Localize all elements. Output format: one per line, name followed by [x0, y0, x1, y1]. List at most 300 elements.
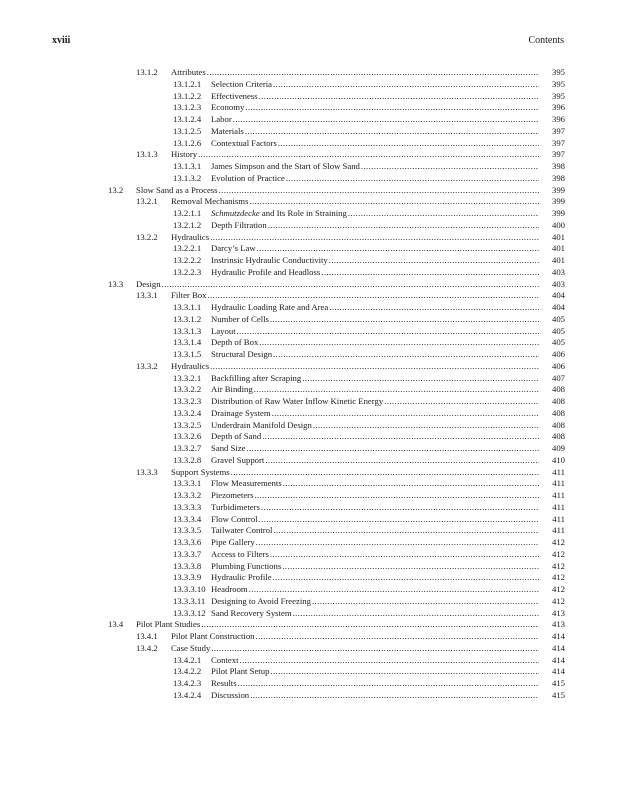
toc-entry-title — [211, 666, 270, 678]
dot-leader — [207, 67, 539, 79]
running-title: Contents — [528, 35, 564, 46]
toc-entry-title-line — [211, 102, 565, 114]
toc-entry-title — [211, 525, 273, 537]
toc-entry-number: 13.3.2.4 — [173, 407, 202, 418]
toc-entry-title — [211, 678, 238, 690]
toc-entry[interactable] — [0, 643, 617, 655]
toc-entry-number: 13.2.2.1 — [173, 243, 202, 254]
toc-entry-title-line — [136, 279, 565, 291]
toc-entry-page: 397 — [551, 149, 565, 160]
toc-entry[interactable] — [0, 572, 617, 584]
toc-entry-number: 13.4.2.4 — [173, 689, 202, 700]
toc-entry-title-line — [171, 361, 565, 373]
toc-entry-page: 407 — [551, 372, 565, 383]
dot-leader — [278, 138, 539, 150]
toc-entry-title-line — [211, 161, 565, 173]
toc-entry-page: 412 — [551, 595, 565, 606]
dot-leader — [282, 561, 539, 573]
toc-entry[interactable] — [0, 243, 617, 255]
toc-entry-title — [211, 596, 312, 608]
toc-entry-title-line — [136, 185, 565, 197]
toc-entry-number: 13.1.2 — [136, 67, 158, 77]
toc-entry[interactable] — [0, 220, 617, 232]
toc-entry-title-text: Pilot Plant Setup — [211, 666, 270, 677]
dot-leader — [219, 185, 539, 197]
toc-entry-page: 396 — [551, 114, 565, 124]
toc-entry[interactable] — [0, 173, 617, 185]
toc-entry-title-line — [136, 619, 565, 631]
toc-entry-page: 409 — [551, 443, 565, 453]
toc-entry-title-text: Hydraulics — [171, 360, 210, 371]
toc-entry-title — [211, 243, 257, 255]
dot-leader — [245, 102, 539, 114]
toc-entry-title-line — [211, 655, 565, 667]
toc-entry[interactable] — [0, 431, 617, 443]
toc-entry-number: 13.2.1.1 — [173, 208, 202, 218]
page-header — [52, 35, 564, 49]
toc-entry-number: 13.1.2.6 — [173, 137, 202, 148]
toc-entry-page: 412 — [551, 560, 565, 571]
toc-entry[interactable] — [0, 302, 617, 314]
toc-entry[interactable] — [0, 149, 617, 161]
toc-entry-page: 414 — [551, 666, 565, 677]
toc-entry-title-text: Effectiveness — [211, 90, 258, 101]
toc-entry-title-line — [211, 584, 565, 596]
toc-entry-title-line — [211, 596, 565, 608]
toc-entry[interactable] — [0, 79, 617, 91]
dot-leader — [313, 420, 539, 432]
toc-entry-page: 408 — [551, 384, 565, 395]
dot-leader — [384, 396, 539, 408]
toc-entry-title-line — [211, 302, 565, 314]
toc-entry[interactable] — [0, 102, 617, 114]
toc-entry-title — [211, 173, 286, 185]
toc-entry[interactable] — [0, 326, 617, 338]
toc-entry-title-text: Backfilling after Scraping — [211, 372, 302, 383]
toc-entry-number: 13.3.2.6 — [173, 431, 202, 442]
toc-entry-page: 412 — [551, 548, 565, 559]
toc-entry-title-line — [211, 243, 565, 255]
toc-entry-title-line — [171, 631, 565, 643]
toc-entry-page: 401 — [551, 231, 565, 242]
dot-leader — [321, 267, 539, 279]
dot-leader — [247, 443, 539, 455]
toc-entry-title — [211, 326, 237, 338]
toc-entry-title-line — [211, 420, 565, 432]
toc-entry-title-text: and Its Role in Straining — [259, 208, 347, 218]
toc-entry-number: 13.2.2.3 — [173, 266, 202, 277]
toc-entry-title-text: Design — [136, 278, 161, 289]
toc-entry-page: 406 — [551, 349, 565, 359]
dot-leader — [245, 126, 539, 138]
toc-entry[interactable] — [0, 232, 617, 244]
toc-entry-title-line — [211, 267, 565, 279]
dot-leader — [329, 302, 539, 314]
toc-entry-title-text: Filter Box — [171, 290, 207, 301]
toc-entry-title — [211, 396, 384, 408]
toc-entry-title — [171, 149, 198, 161]
dot-leader — [201, 619, 539, 631]
toc-entry-title-line — [211, 79, 565, 91]
toc-entry-title-line — [211, 525, 565, 537]
toc-entry[interactable] — [0, 255, 617, 267]
toc-entry-title-text: Hydraulic Loading Rate and Area — [211, 302, 329, 312]
toc-entry-page: 404 — [551, 290, 565, 301]
toc-entry-title-text: Hydraulic Profile and Headloss — [211, 266, 321, 277]
dot-leader — [211, 643, 539, 655]
toc-entry-number: 13.3.3.1 — [173, 478, 202, 489]
toc-entry-title-line — [211, 173, 565, 185]
toc-entry-title — [211, 384, 254, 396]
toc-entry-page: 405 — [551, 325, 565, 336]
toc-entry-number: 13.2 — [108, 184, 124, 195]
toc-entry-title — [211, 655, 240, 667]
dot-leader — [273, 525, 539, 537]
toc-entry-number: 13.3.1 — [136, 290, 158, 301]
toc-entry-title-text: Gravel Support — [211, 454, 265, 465]
toc-entry-number: 13.3.1.1 — [173, 302, 202, 312]
toc-entry[interactable] — [0, 455, 617, 467]
toc-entry-number: 13.3.1.4 — [173, 337, 202, 348]
toc-entry-number: 13.4.2.2 — [173, 666, 202, 677]
toc-entry-number: 13.3.2.3 — [173, 396, 202, 406]
toc-entry-number: 13.1.3 — [136, 149, 158, 160]
toc-entry-title-text: Darcy’s Law — [211, 243, 256, 254]
toc-entry-title — [171, 361, 210, 373]
toc-entry[interactable] — [0, 490, 617, 502]
toc-entry-title — [211, 302, 329, 314]
toc-entry-number: 13.1.3.2 — [173, 172, 202, 183]
dot-leader — [254, 384, 539, 396]
dot-leader — [256, 537, 539, 549]
toc-entry[interactable] — [0, 525, 617, 537]
toc-entry-page: 415 — [551, 678, 565, 688]
dot-leader — [238, 678, 539, 690]
toc-entry-page: 403 — [551, 266, 565, 277]
toc-entry-title-line — [211, 208, 565, 220]
dot-leader — [240, 655, 539, 667]
toc-entry-number: 13.4.2.1 — [173, 654, 202, 665]
toc-entry[interactable] — [0, 373, 617, 385]
toc-entry[interactable] — [0, 467, 617, 479]
toc-entry-title — [211, 267, 321, 279]
toc-entry-number: 13.4 — [108, 619, 124, 630]
toc-entry-page: 400 — [551, 219, 565, 230]
dot-leader — [348, 208, 539, 220]
toc-entry-title-line — [211, 384, 565, 396]
toc-entry-title-text: Pilot Plant Studies — [136, 619, 201, 630]
toc-entry-title — [211, 314, 270, 326]
toc-entry-title — [171, 631, 256, 643]
toc-entry-page: 411 — [552, 478, 565, 489]
toc-entry-title-line — [171, 149, 565, 161]
toc-entry-title — [211, 102, 245, 114]
toc-entry[interactable] — [0, 631, 617, 643]
toc-entry-title-line — [211, 572, 565, 584]
toc-entry[interactable] — [0, 67, 617, 79]
toc-entry[interactable] — [0, 185, 617, 197]
toc-entry-title-text: Sand Recovery System — [211, 607, 292, 618]
dot-leader — [231, 467, 539, 479]
toc-entry-title — [136, 279, 162, 291]
toc-entry-page: 395 — [551, 78, 565, 89]
toc-entry-page: 399 — [551, 208, 565, 218]
toc-entry-page: 411 — [552, 501, 565, 512]
toc-entry-page: 399 — [551, 196, 565, 207]
toc-entry-title-line — [211, 326, 565, 338]
toc-entry-title-text: Sand Size — [211, 443, 246, 453]
toc-entry-title-text: Attributes — [171, 67, 206, 77]
toc-entry-number: 13.1.3.1 — [173, 161, 202, 171]
toc-entry-page: 411 — [552, 513, 565, 524]
toc-entry-title — [211, 514, 259, 526]
toc-entry-title-text: James Simpson and the Start of Slow Sand — [211, 161, 360, 171]
dot-leader — [270, 666, 539, 678]
toc-entry-number: 13.2.1 — [136, 196, 158, 207]
toc-entry-title-line — [211, 666, 565, 678]
dot-leader — [256, 631, 539, 643]
dot-leader — [254, 490, 539, 502]
toc-entry[interactable] — [0, 396, 617, 408]
toc-entry-page: 414 — [551, 642, 565, 653]
toc-entry-number: 13.3.2 — [136, 360, 158, 371]
toc-entry[interactable] — [0, 549, 617, 561]
toc-entry-title-text: Plumbing Functions — [211, 560, 282, 571]
toc-entry-number: 13.3.2.5 — [173, 419, 202, 430]
toc-entry-number: 13.3.3.7 — [173, 548, 202, 559]
dot-leader — [270, 549, 539, 561]
toc-entry[interactable] — [0, 208, 617, 220]
toc-entry[interactable] — [0, 349, 617, 361]
toc-entry-title-text: Labor — [211, 114, 232, 124]
toc-entry-title — [211, 255, 329, 267]
toc-entry-title-line — [211, 561, 565, 573]
toc-entry-title-line — [171, 290, 565, 302]
toc-entry-number: 13.4.1 — [136, 631, 158, 641]
toc-entry-number: 13.3.3 — [136, 466, 158, 477]
toc-entry[interactable] — [0, 420, 617, 432]
toc-entry-number: 13.1.2.5 — [173, 125, 202, 136]
toc-entry-number: 13.1.2.3 — [173, 102, 202, 113]
toc-entry[interactable] — [0, 196, 617, 208]
toc-entry[interactable] — [0, 290, 617, 302]
toc-entry-number: 13.3.1.2 — [173, 313, 202, 324]
toc-entry-title — [211, 114, 233, 126]
toc-entry-title-line — [211, 690, 565, 702]
toc-entry-title — [211, 208, 348, 220]
toc-entry-title-text: Drainage System — [211, 407, 271, 418]
toc-entry-number: 13.3.3.11 — [173, 595, 206, 606]
toc-entry-title-line — [211, 314, 565, 326]
dot-leader — [259, 514, 539, 526]
toc-entry[interactable] — [0, 267, 617, 279]
dot-leader — [162, 279, 539, 291]
toc-entry[interactable] — [0, 337, 617, 349]
toc-entry-number: 13.3.3.12 — [173, 607, 206, 618]
toc-entry-title — [171, 290, 207, 302]
toc-entry-title-text: Case Study — [171, 642, 211, 653]
toc-entry-title — [211, 690, 250, 702]
toc-entry[interactable] — [0, 690, 617, 702]
toc-entry-number: 13.3.3.10 — [173, 584, 206, 594]
toc-entry[interactable] — [0, 279, 617, 291]
toc-entry-number: 13.2.2 — [136, 231, 158, 242]
toc-entry[interactable] — [0, 408, 617, 420]
toc-entry-title — [211, 443, 247, 455]
dot-leader — [250, 690, 539, 702]
toc-entry-page: 398 — [551, 161, 565, 171]
toc-entry-title-line — [211, 373, 565, 385]
toc-entry-title — [211, 79, 273, 91]
toc-entry-title — [171, 643, 211, 655]
toc-entry-title — [211, 537, 256, 549]
toc-entry-title-text: Structural Design — [211, 349, 273, 359]
toc-entry-number: 13.3.3.3 — [173, 501, 202, 512]
toc-entry-page: 406 — [551, 360, 565, 371]
toc-entry-number: 13.3.3.2 — [173, 490, 202, 500]
toc-entry-title-line — [211, 114, 565, 126]
toc-entry-page: 412 — [551, 584, 565, 594]
toc-entry-title — [171, 67, 207, 79]
toc-entry-title-text: Evolution of Practice — [211, 172, 285, 183]
toc-entry-title — [211, 138, 278, 150]
toc-entry-title — [211, 220, 268, 232]
toc-entry-page: 411 — [552, 490, 565, 500]
toc-entry-page: 412 — [551, 537, 565, 547]
toc-entry-title — [211, 561, 282, 573]
dot-leader — [293, 608, 539, 620]
dot-leader — [257, 243, 539, 255]
toc-entry[interactable] — [0, 537, 617, 549]
toc-entry-page: 397 — [551, 125, 565, 136]
toc-entry-title-text: Pilot Plant Construction — [171, 631, 255, 641]
dot-leader — [270, 314, 539, 326]
toc-entry-title-line — [211, 396, 565, 408]
toc-entry[interactable] — [0, 91, 617, 103]
toc-entry-title-text: Discussion — [211, 689, 250, 700]
toc-entry-title-line — [211, 502, 565, 514]
toc-entry-title-text: Turbidimeters — [211, 501, 260, 512]
toc-entry-title-text: Underdrain Manifold Design — [211, 419, 312, 430]
toc-entry-title-text: Materials — [211, 125, 244, 136]
toc-entry-title-text: Support Systems — [171, 466, 230, 477]
toc-entry[interactable] — [0, 138, 617, 150]
dot-leader — [273, 349, 539, 361]
toc-entry-title-text: Selection Criteria — [211, 78, 273, 89]
toc-entry[interactable] — [0, 619, 617, 631]
dot-leader — [207, 290, 539, 302]
dot-leader — [268, 220, 539, 232]
toc-entry-number: 13.1.2.4 — [173, 114, 202, 124]
toc-entry-title-text: Headroom — [211, 584, 248, 594]
toc-entry[interactable] — [0, 114, 617, 126]
toc-entry-title-line — [171, 643, 565, 655]
toc-entry[interactable] — [0, 126, 617, 138]
toc-entry-title — [211, 337, 259, 349]
toc-entry-title-text: Depth Filtration — [211, 219, 267, 230]
toc-entry-title-text: Instrinsic Hydraulic Conductivity — [211, 255, 328, 265]
toc-entry[interactable] — [0, 161, 617, 173]
toc-entry-title-line — [211, 408, 565, 420]
toc-entry-title-line — [171, 467, 565, 479]
dot-leader — [259, 91, 539, 103]
dot-leader — [272, 408, 539, 420]
toc-entry-title-text: Slow Sand as a Process — [136, 184, 218, 195]
toc-entry-title — [211, 608, 293, 620]
dot-leader — [312, 596, 539, 608]
toc-entry-title — [211, 572, 273, 584]
toc-entry[interactable] — [0, 608, 617, 620]
toc-entry[interactable] — [0, 443, 617, 455]
toc-entry[interactable] — [0, 666, 617, 678]
toc-entry-title-line — [211, 678, 565, 690]
toc-entry-title-text: Economy — [211, 102, 245, 113]
toc-entry-title-text: Flow Measurements — [211, 478, 282, 489]
toc-entry-page: 401 — [551, 243, 565, 254]
toc-entry-page: 395 — [551, 90, 565, 101]
toc-entry-page: 395 — [551, 67, 565, 77]
toc-entry[interactable] — [0, 596, 617, 608]
toc-entry[interactable] — [0, 314, 617, 326]
toc-entry-page: 401 — [551, 255, 565, 265]
toc-entry-title-text: Hydraulic Profile — [211, 572, 272, 583]
toc-entry-page: 411 — [552, 466, 565, 477]
toc-entry[interactable] — [0, 514, 617, 526]
toc-entry-title-line — [211, 349, 565, 361]
dot-leader — [361, 161, 539, 173]
toc-entry-page: 403 — [551, 278, 565, 289]
dot-leader — [261, 502, 539, 514]
toc-entry-title-text: Piezometers — [211, 490, 254, 500]
toc-entry[interactable] — [0, 584, 617, 596]
toc-entry[interactable] — [0, 384, 617, 396]
toc-entry-title-line — [211, 431, 565, 443]
toc-entry-number: 13.3.3.6 — [173, 537, 202, 547]
toc-entry-title-line — [211, 514, 565, 526]
toc-entry-number: 13.4.2 — [136, 642, 158, 653]
toc-entry-page: 410 — [551, 454, 565, 465]
table-of-contents — [0, 67, 617, 702]
toc-entry-number: 13.3.3.5 — [173, 525, 202, 536]
toc-entry-title-text: Designing to Avoid Freezing — [211, 595, 311, 606]
toc-entry[interactable] — [0, 478, 617, 490]
toc-entry-page: 413 — [551, 619, 565, 630]
toc-entry-title-text: Depth of Box — [211, 337, 259, 348]
toc-entry-title-line — [171, 67, 565, 79]
toc-entry-title-line — [211, 91, 565, 103]
toc-entry-number: 13.3.1.3 — [173, 325, 202, 336]
toc-entry-number: 13.1.2.1 — [173, 78, 202, 89]
toc-entry-title — [136, 619, 201, 631]
toc-entry-number: 13.2.2.2 — [173, 255, 202, 265]
toc-entry[interactable] — [0, 502, 617, 514]
toc-entry-page: 398 — [551, 172, 565, 183]
toc-entry-title — [211, 455, 265, 467]
toc-entry-title — [211, 91, 259, 103]
toc-entry[interactable] — [0, 655, 617, 667]
toc-entry-title — [211, 373, 302, 385]
page-number: xviii — [52, 35, 71, 46]
toc-entry[interactable] — [0, 361, 617, 373]
dot-leader — [273, 79, 539, 91]
toc-entry-title-line — [211, 455, 565, 467]
toc-entry-number: 13.4.2.3 — [173, 678, 202, 688]
toc-entry[interactable] — [0, 678, 617, 690]
dot-leader — [210, 232, 539, 244]
toc-entry[interactable] — [0, 561, 617, 573]
toc-entry-title-text: Air Binding — [211, 384, 253, 395]
toc-entry-title-text: Contextual Factors — [211, 137, 277, 148]
